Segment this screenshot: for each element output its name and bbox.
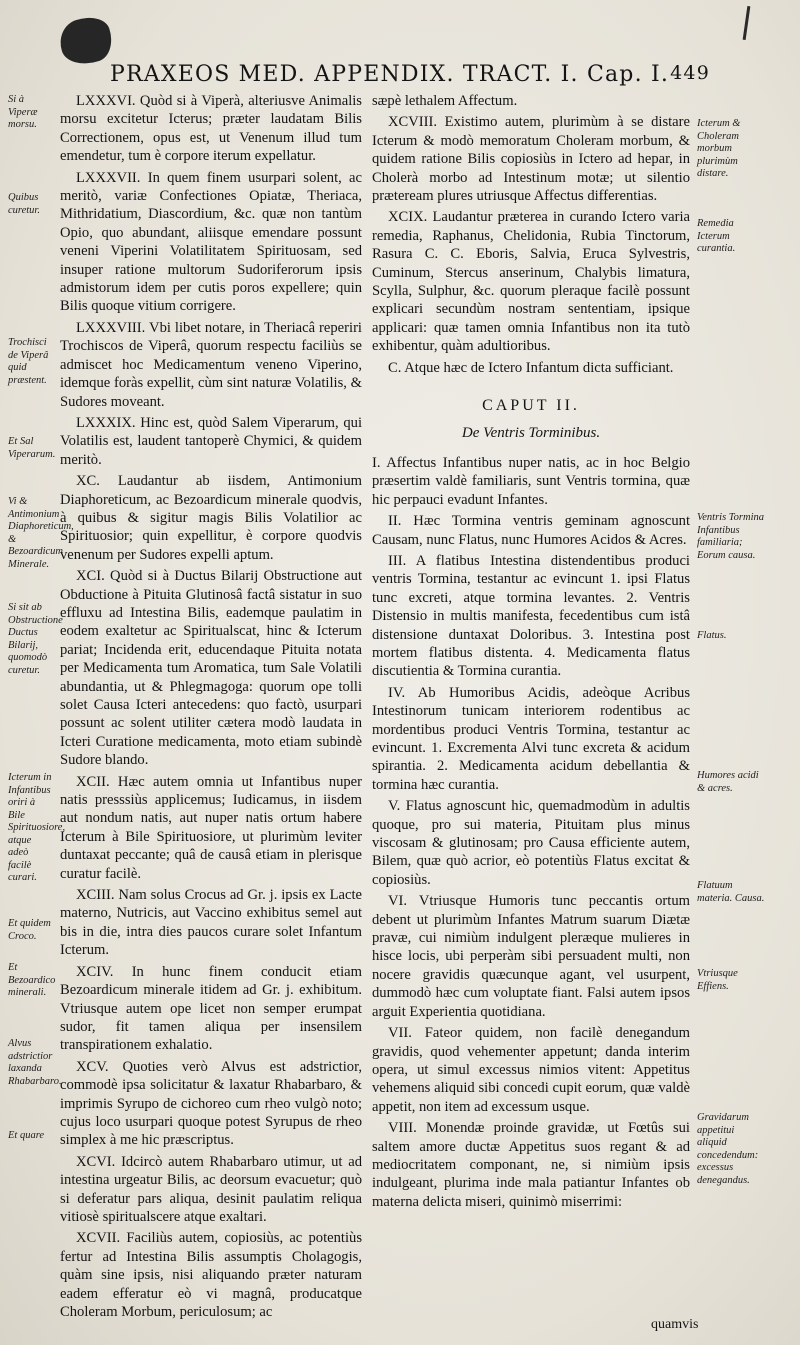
chapter-paragraph-2: II. Hæc Tormina ventris geminam agnoscunt Causam, nunc Flatus, nunc Humores Acidos & Acres. xyxy=(372,513,690,548)
margin-note-right: Humores acidi & acres. xyxy=(697,770,759,794)
catchword: quamvis xyxy=(651,1317,699,1332)
margin-note-right: Remedia Icterum curantia. xyxy=(697,218,736,254)
page-number: 449 xyxy=(670,62,710,84)
margin-note-left: Et quare xyxy=(8,1130,45,1141)
margin-note-left: Icterum in Infantibus oriri à Bile Spirituosiore, atque adeò facilè curari. xyxy=(8,772,66,883)
chapter-paragraph-7: VII. Fateor quidem, non facilè denegandum gravidis, quod vehementer appetunt; danda interim opera, ut simul excessus nimios vitent: Appetitus vehemens aliquid sibi concedi cupit eorum, quæ valdè appetit, non item ad excessum usque. xyxy=(372,1025,690,1115)
header-title: PRAXEOS MED. APPENDIX. TRACT. I. Cap. I. xyxy=(110,62,670,87)
chapter-subtitle: De Ventris Torminibus. xyxy=(461,424,601,441)
chapter-paragraph-8: VIII. Monendæ proinde gravidæ, ut Fœtûs sui saltem amore ductæ Appetitus suos regant & ad mediocritatem componant, ne, si nimiùm ipsis indulgeant, plurima inde mala patiantur Infantes ob materna delicta miseri, quinimò miserrimi: xyxy=(372,1120,690,1210)
margin-note-left: Et Bezoardico minerali. xyxy=(8,962,56,998)
margin-note-right: Flatuum materia. Causa. xyxy=(697,880,765,904)
chapter-paragraph-5: V. Flatus agnoscunt hic, quemadmodùm in adultis quoque, pro sui materia, Pituitam plus minus viscosam & glutinosam; pro Causa efficiente autem, Bilem, quæ quò acrior, eò potentiùs Flatus excitat & copiosiùs. xyxy=(372,798,690,888)
paragraph-86: LXXXVI. Quòd si à Viperà, alteriusve Animalis morsu excitetur Icterus; præter laudatam Bilis Correctionem, opus est, ut Venenum illud tum emendetur, tum è corpore iterum expellatur. xyxy=(60,93,362,165)
edge-mark xyxy=(743,6,751,40)
margin-note-right: Flatus. xyxy=(697,630,727,641)
chapter-paragraph-6: VI. Vtriusque Humoris tunc peccantis ortum debent ut plurimùm Infantes Matrum suarum Diætæ pravæ, cui nimiùm indulgent pleræque mulieres in hisce locis, ubi perperàm sibi persuadent multi, non nocere gravidis quæcunque agant, vel usurpent, dummodò hæc cum voluptate fiant. Falsi autem ipsos arguit Experientia quotidiana. xyxy=(372,893,690,1020)
ink-blot xyxy=(54,11,118,71)
margin-note-right: Ventris Tormina Infantibus familiaria; Eorum causa. xyxy=(697,512,765,561)
paragraph-97: XCVII. Faciliùs autem, copiosiùs, ac potentiùs fertur ad Intestina Bilis assumptis Cholagogis, quàm sine ipsis, nisi aliquando præter naturam eadem efferatur eò vi magnâ, producatque Choleram Morbum, periculosum; ac xyxy=(60,1230,362,1320)
paragraph-97-continued: sæpè lethalem Affectum. xyxy=(372,93,518,109)
margin-note-right: Gravidarum appetitui aliquid concedendum: excessus denegandus. xyxy=(697,1112,759,1186)
paragraph-92: XCII. Hæc autem omnia ut Infantibus nuper natis presssiùs applicemus; Iudicamus, in iisdem aut nondum natis, aut nuper natis ortum habere Icterum à Bile Spirituosiore, ut plurimùm leviter duntaxat peccante; quâ de causâ etiam in plerisque curatur facilè. xyxy=(60,773,362,882)
left-column xyxy=(60,92,362,1324)
paragraph-93: XCIII. Nam solus Crocus ad Gr. j. ipsis ex Lacte materno, Nutricis, aut Vaccino exhibitus semel aut bis in die, intra dies paucos curare solet Infantum Icterum. xyxy=(60,887,362,959)
paragraph-94: XCIV. In hunc finem conducit etiam Bezoardicum minerale itidem ad Gr. j. exhibitum. Vtriusque autem ope licet non semper erumpat sudor, fit tamen aliqua per insensilem transpirationem exhalatio. xyxy=(60,963,362,1054)
margin-note-right: Vtriusque Effiens. xyxy=(697,968,738,992)
margin-note-left: Quibus curetur. xyxy=(8,192,40,216)
margin-note-right: Icterum & Choleram morbum plurimùm distare. xyxy=(697,118,741,179)
margin-note-left: Et Sal Viperarum. xyxy=(8,436,56,460)
margin-note-left: Si sit ab Obstructione Ductus Bilarij, quomodò curetur. xyxy=(8,602,63,676)
paragraph-95: XCV. Quoties verò Alvus est adstrictior, commodè ipsa solicitatur & laxatur Rhabarbaro, & imprimis Syrupo de cichoreo cum rheo vulgò noto; cujus loco usurpari quoque potest Syrupus de rheo simplex à me hic præscriptus. xyxy=(60,1058,362,1149)
margin-note-left: Alvus adstrictior laxanda Rhabarbaro. xyxy=(8,1038,62,1087)
paragraph-90: XC. Laudantur ab iisdem, Antimonium Diaphoreticum, ac Bezoardicum minerale quodvis, à quibus & sigitur magis Bilis Volatilior ac Spirituosior; quin expellitur, è corpore quodvis venenum per Sudores expelli aptum. xyxy=(60,473,362,563)
paragraph-100: C. Atque hæc de Ictero Infantum dicta sufficiant. xyxy=(388,359,674,376)
margin-note-left: Trochisci de Viperâ quid præstent. xyxy=(8,337,49,386)
chapter-title: CAPUT II. xyxy=(482,397,580,415)
right-column xyxy=(372,92,690,1214)
margin-note-left: Si à Viperæ morsu. xyxy=(8,94,38,130)
running-header xyxy=(110,62,710,87)
chapter-paragraph-4: IV. Ab Humoribus Acidis, adeòque Acribus Intestinorum tunicam interiorem rodentibus ac mordentibus produci Ventris Tormina, testantur ac evincunt. 1. Excrementa Alvi tunc excreta & acidum spirantia. 2. Medicamenta acidum debellantia & tormina hæc curantia. xyxy=(372,684,690,793)
chapter-paragraph-3: III. A flatibus Intestina distendentibus produci ventris Tormina, testantur ac evincunt 1. ipsi Flatus tunc excreti, atque tormina levantes. 2. Ventris Distensio in multis manifesta, fecedentibus cum istâ distensione duntaxat Doloribus. 3. Intestina post mortem flatibus distenta. 4. Medicamenta flatus discutientia & Tormina curantia. xyxy=(372,552,690,680)
paragraph-99: XCIX. Laudantur præterea in curando Ictero varia remedia, Raphanus, Chelidonia, Rubia Tinctorum, Rasura C. C. Eboris, Salvia, Eruca Sylvestris, Cuminum, Stercus anserinum, Chalybis limatura, Scylla, Sulphur, &c. quorum pleraque facilè possunt explicari secundùm nostram sententiam, ipsique applicari: quæ tamen omnia Infantibus non ita tutò exhibentur, quàm adultioribus. xyxy=(372,209,690,355)
paragraph-98: XCVIII. Existimo autem, plurimùm à se distare Icterum & modò memoratum Choleram morbum, & quidem ratione Bilis copiosiùs in Ictero ad hepar, in Cholerà morbo ad Intestinum motæ; ut silentio præteream plures utriusque Affectus differentias. xyxy=(372,114,690,205)
paragraph-88: LXXXVIII. Vbi libet notare, in Theriacâ reperiri Trochiscos de Viperâ, quorum respectu faciliùs se admiscet hoc Medicamentum veneno Viperino, idemque foràs expellit, cùm sint naturæ Volatilis, & Sudores moveant. xyxy=(60,319,362,410)
paragraph-91: XCI. Quòd si à Ductus Bilarij Obstructione aut Obductione à Pituita Glutinosâ factâ sistatur in suo effluxu ad Intestina Bilis, eademque paulatim in eodem exaltetur ac Spiritualscat, hinc & Icterum pariat; Incidenda erit, educendaque Pituita notata per Medicamenta tum Aromatica, tum Sale Volatili abundantia, ut & Phlegmagoga: quorum ope tolli solet Causa Icteri antecedens: quo factò, usurpari possunt ac solent utiliter cætera modò laudata in Icteri Curatione medicamenta, moto etiam subindè Sudore blando. xyxy=(60,568,362,769)
paragraph-87: LXXXVII. In quem finem usurpari solent, ac meritò, variæ Confectiones Opiatæ, Theriaca, Mithridatium, Diascordium, &c. quæ non tantùm Opio, quo abundant, aliisque emendare possunt veneni Viperini Volatilitatem Spirituosam, sed insuper ratione multorum Sudoriferorum ipsis admistorum idem per cutis poros expellere; quin Bilis quoque vitium corrigere. xyxy=(60,169,362,315)
paragraph-89: LXXXIX. Hinc est, quòd Salem Viperarum, qui Volatilis est, laudent tantoperè Chymici, & quidem meritò. xyxy=(60,414,362,468)
chapter-paragraph-1: I. Affectus Infantibus nuper natis, ac in hoc Belgio præsertim valdè familiaris, sunt Ventris tormina, quæ hic perpauci evadunt Infantes. xyxy=(372,454,690,508)
margin-note-left: Vi & Antimonium Diaphoreticum, & Bezoardicum Minerale. xyxy=(8,496,74,570)
paragraph-96: XCVI. Idcircò autem Rhabarbaro utimur, ut ad intestina urgeatur Bilis, ac deorsum evacuetur; quò si deferatur pars aliqua, desinit paulatim reliqua vitiosè spiritualscere atque exaltari. xyxy=(60,1153,362,1225)
margin-note-left: Et quidem Croco. xyxy=(8,918,51,942)
